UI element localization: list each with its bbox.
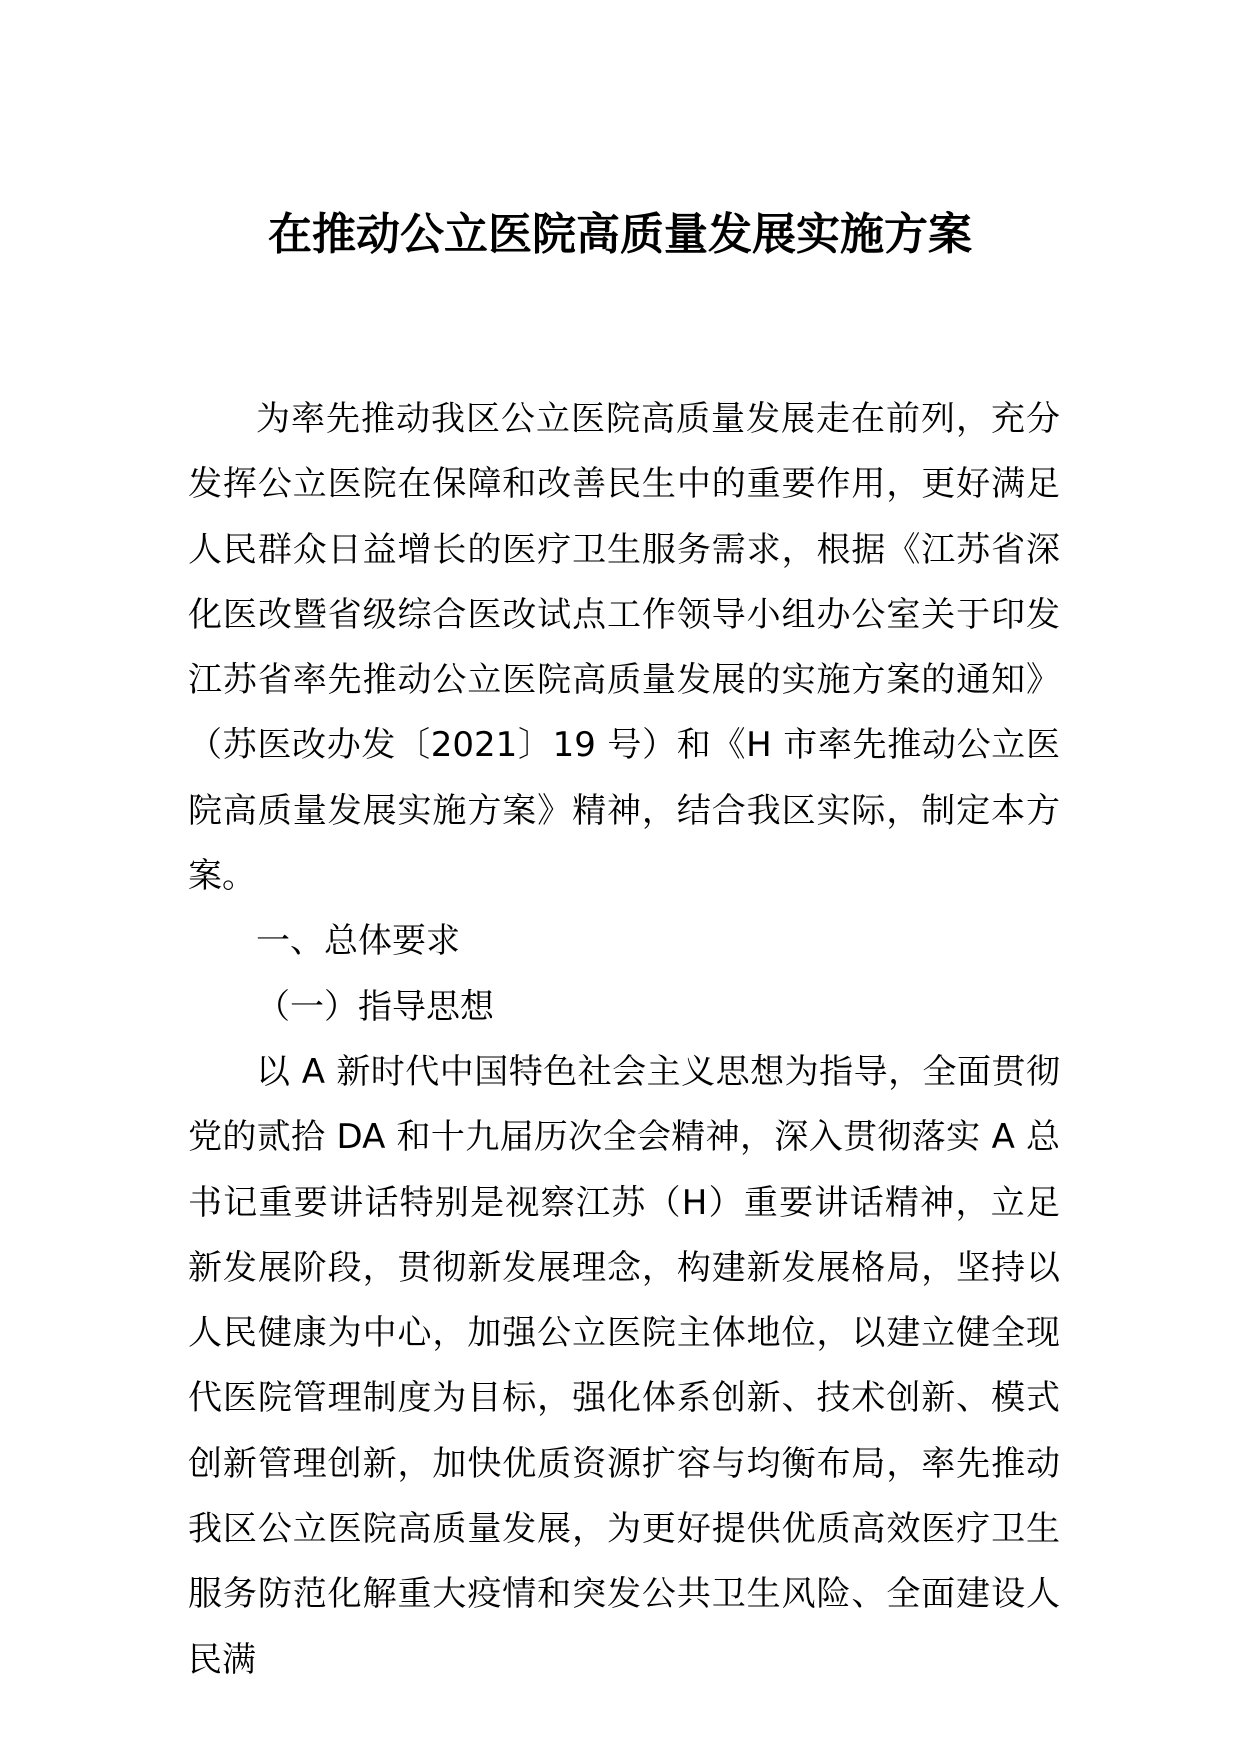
section-heading-general-requirements: 一、总体要求 bbox=[256, 921, 460, 962]
document-title: 在推动公立医院高质量发展实施方案 bbox=[268, 209, 972, 260]
intro-paragraph: 为率先推动我区公立医院高质量发展走在前列，充分发挥公立医院在保障和改善民生中的重要作用，更好满足人民群众日益增长的医疗卫生服务需求，根据《江苏省深化医改暨省级综合医改试点工作领导小组办公室关于印发江苏省率先推动公立医院高质量发展的实施方案的通知》（苏医改办发〔2021〕19 号）和《H 市率先推动公立医院高质量发展实施方案》精神，结合我区实际，制定本方案。 bbox=[188, 399, 1060, 897]
document-body bbox=[188, 387, 1060, 1693]
subsection-heading-guiding-ideology: （一）指导思想 bbox=[256, 986, 494, 1027]
guiding-ideology-paragraph: 以 A 新时代中国特色社会主义思想为指导，全面贯彻党的贰拾 DA 和十九届历次全会精神，深入贯彻落实 A 总书记重要讲话特别是视察江苏（H）重要讲话精神，立足新发展阶段，贯彻新发展理念，构建新发展格局，坚持以人民健康为中心，加强公立医院主体地位，以建立健全现代医院管理制度为目标，强化体系创新、技术创新、模式创新管理创新，加快优质资源扩容与均衡布局，率先推动我区公立医院高质量发展，为更好提供优质高效医疗卫生服务防范化解重大疫情和突发公共卫生风险、全面建设人民满 bbox=[188, 1051, 1060, 1680]
